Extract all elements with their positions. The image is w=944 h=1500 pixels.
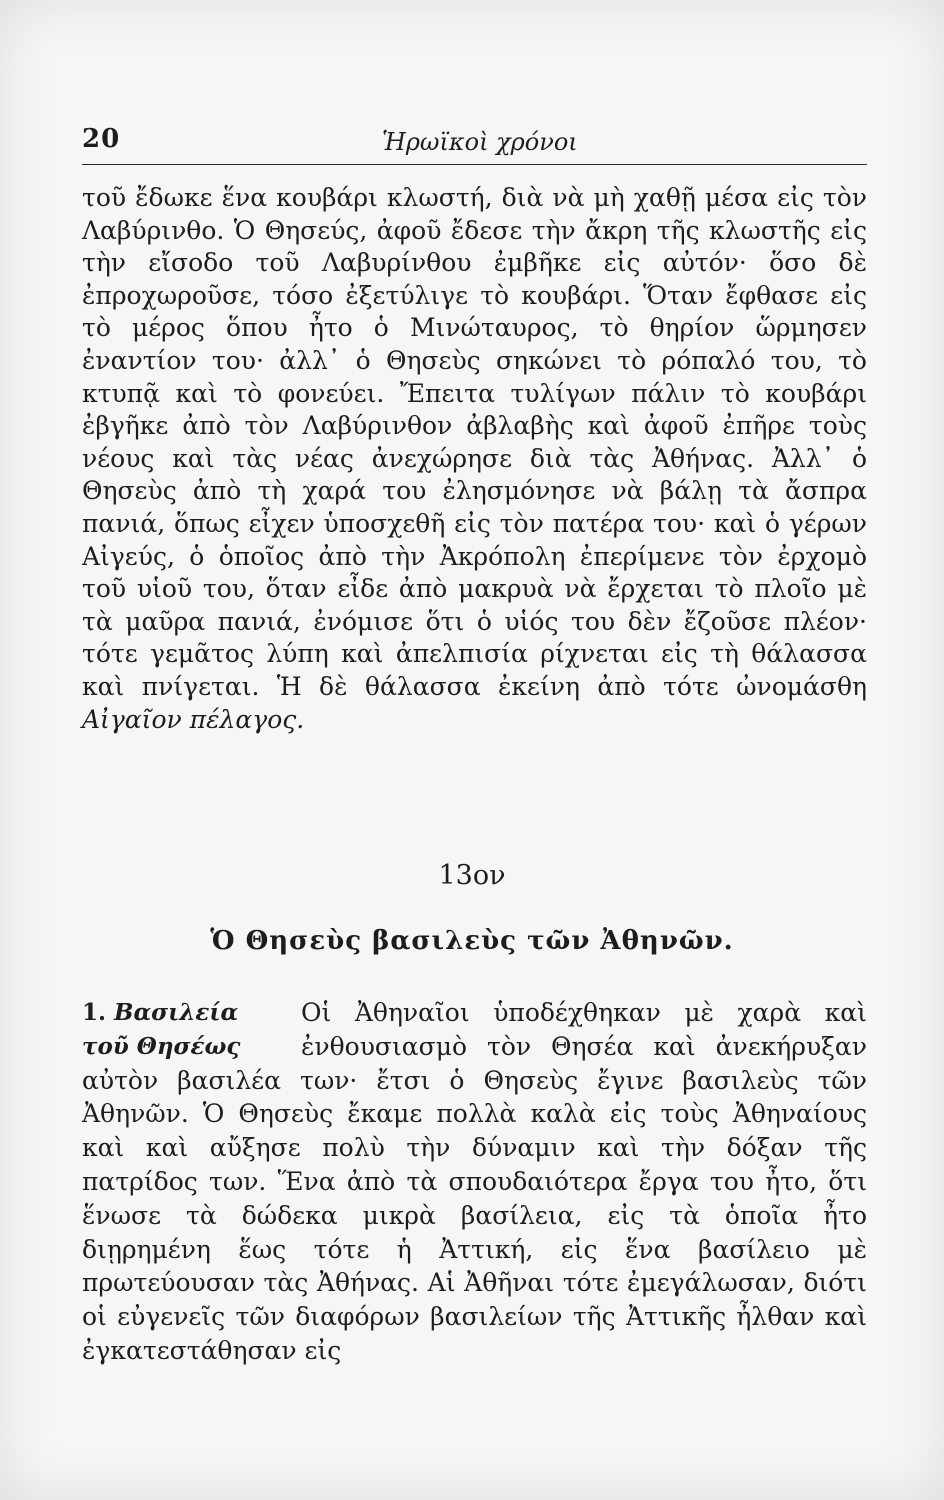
page-header (82, 118, 867, 166)
section-sidenote (82, 996, 287, 1064)
section-1 (82, 996, 867, 1368)
chapter-title: Ὁ Θησεὺς βασιλεὺς τῶν Ἀθηνῶν. (210, 926, 734, 956)
sidenote-heading: Βασιλεία (114, 999, 239, 1026)
paragraph-text: τοῦ ἔδωκε ἕνα κουβάρι κλωστή, διὰ νὰ μὴ χαθῇ μέσα εἰς τὸν Λαβύρινθο. Ὁ Θησεύς, ἀφοῦ ἔδεσε τὴν ἄκρη τῆς κλωστῆς εἰς τὴν εἴσοδο τοῦ Λαβυρίνθου ἐμβῆκε εἰς αὐτόν· ὅσο δὲ ἐπροχωροῦσε, τόσο ἐξετύλιγε τὸ κουβάρι. Ὅταν ἔφθασε εἰς τὸ μέρος ὅπου ἦτο ὁ Μινώταυρος, τὸ θηρίον ὥρμησεν ἐναντίον του· ἀλλ᾽ ὁ Θησεὺς σηκώνει τὸ ρόπαλό του, τὸ κτυπᾷ καὶ τὸ φονεύει. Ἔπειτα τυλίγων πάλιν τὸ κουβάρι ἐβγῆκε ἀπὸ τὸν Λαβύρινθον ἀβλαβὴς καὶ ἀφοῦ ἐπῆρε τοὺς νέους καὶ τὰς νέας ἀνεχώρησε διὰ τὰς Ἀθήνας. Ἀλλ᾽ ὁ Θησεὺς ἀπὸ τὴ χαρά του ἐλησμόνησε νὰ βάλῃ τὰ ἄσπρα πανιά, ὅπως εἶχεν ὑποσχεθῆ εἰς τὸν πατέρα του· καὶ ὁ γέρων Αἰγεύς, ὁ ὁποῖος ἀπὸ τὴν Ἀκρόπολη ἐπερίμενε τὸν ἐρχομὸ τοῦ υἱοῦ του, ὅταν εἶδε ἀπὸ μακρυὰ νὰ ἔρχεται τὸ πλοῖο μὲ τὰ μαῦρα πανιά, ἐνόμισε ὅτι ὁ υἱός του δὲν ἔζοῦσε πλέον· τότε γεμᾶτος λύπη καὶ ἀπελπισία ρίχνεται εἰς τὴ θάλασσα καὶ πνίγεται. Ἡ δὲ θάλασσα ἐκείνη ἀπὸ τότε ὠνομάσθη (82, 183, 867, 701)
section-number: 1. (82, 999, 107, 1026)
running-title: Ἡρωϊκοὶ χρόνοι (382, 128, 578, 156)
section-text: Οἱ Ἀθηναῖοι ὑποδέχθηκαν μὲ χαρὰ καὶ ἐνθουσιασμὸ τὸν Θησέα καὶ ἀνεκήρυξαν αὐτὸν βασιλέα των· ἔτσι ὁ Θησεὺς ἔγινε βασιλεὺς τῶν Ἀθηνῶν. Ὁ Θησεὺς ἔκαμε πολλὰ καλὰ εἰς τοὺς Ἀθηναίους καὶ καὶ αὔξησε πολὺ τὴν δύναμιν καὶ τὴν δόξαν τῆς πατρίδος των. Ἕνα ἀπὸ τὰ σπουδαιότερα ἔργα του ἦτο, ὅτι ἕνωσε τὰ δώδεκα μικρὰ βασίλεια, εἰς τὰ ὁποῖα ἦτο διῃρημένη ἕως τότε ἡ Ἀττική, εἰς ἕνα βασίλειο μὲ πρωτεύουσαν τὰς Ἀθήνας. Αἱ Ἀθῆναι τότε ἐμεγάλωσαν, διότι οἱ εὐγενεῖς τῶν διαφόρων βασιλείων τῆς Ἀττικῆς ἦλθαν καὶ ἐγκατεστάθησαν εἰς (82, 998, 867, 1365)
paragraph-italic-phrase: Αἰγαῖον πέλαγος. (82, 704, 305, 734)
header-rule (82, 164, 867, 165)
chapter-number: 13ον (438, 860, 506, 891)
sidenote-line-2: τοῦ Θησέως (82, 1032, 241, 1060)
sidenote-line-1 (82, 996, 287, 1030)
page-number: 20 (82, 124, 121, 154)
body-paragraph (82, 182, 867, 736)
